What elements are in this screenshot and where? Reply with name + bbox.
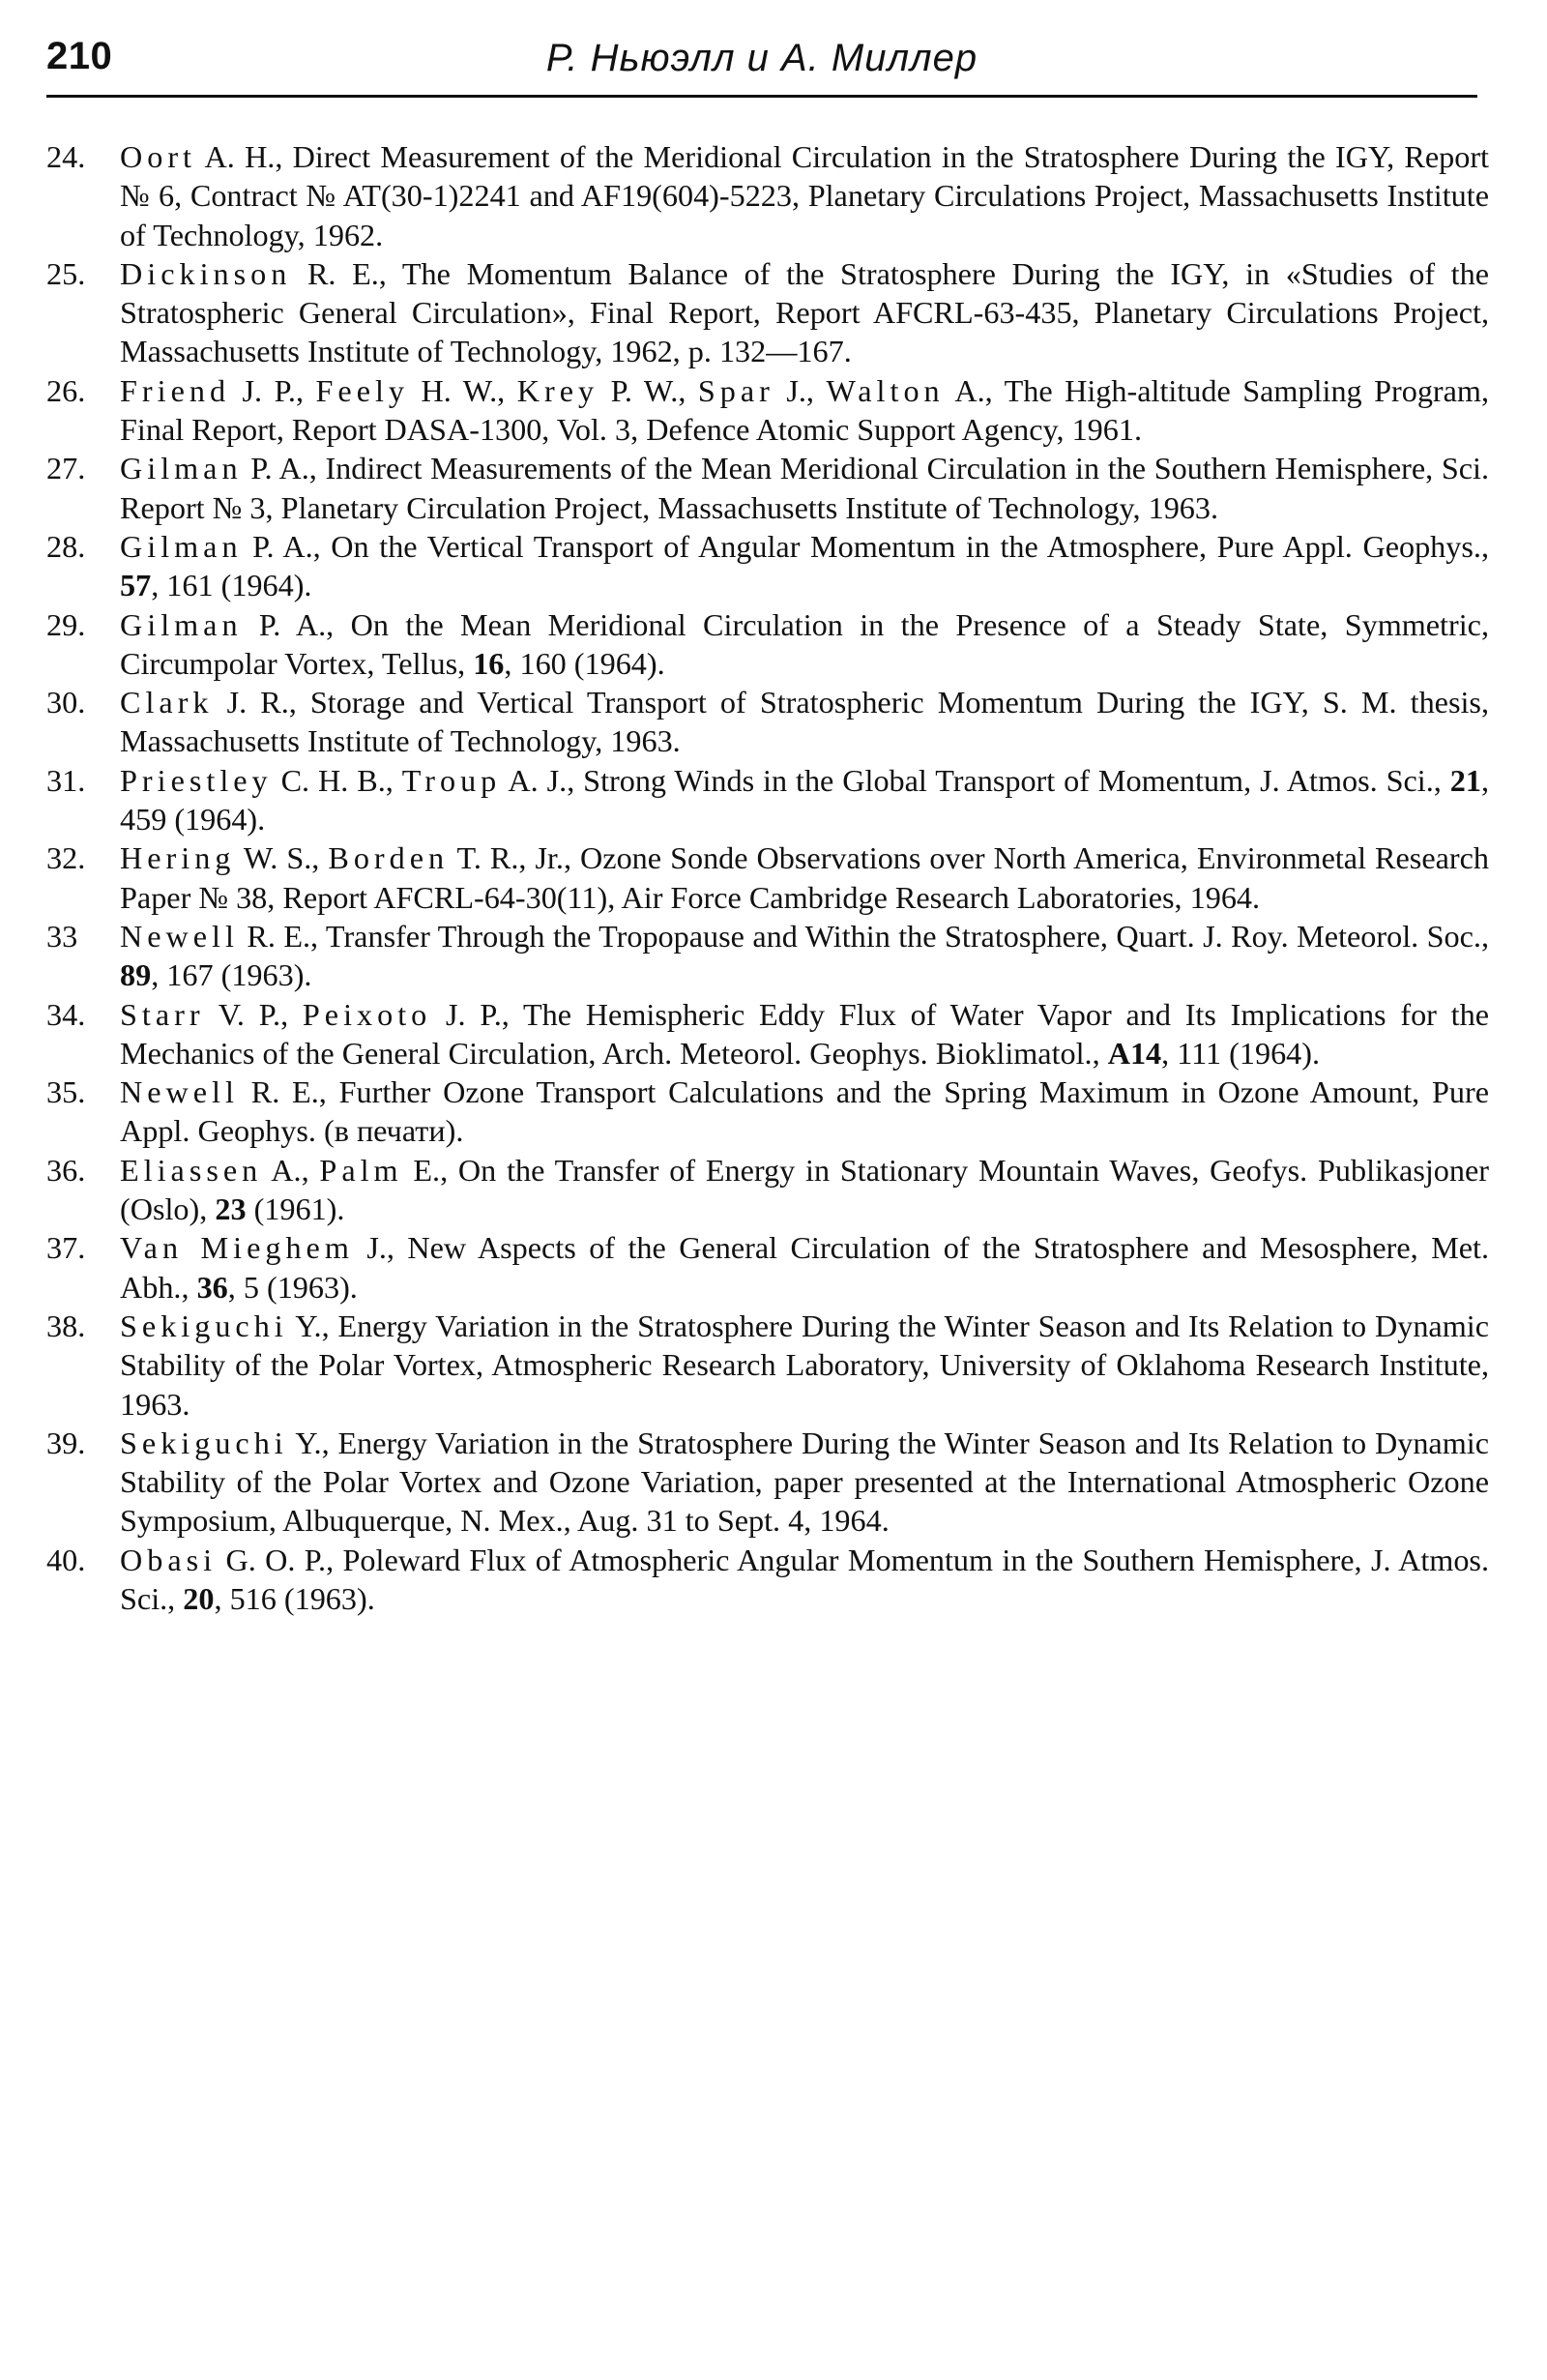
reference-author: Clark <box>120 685 214 720</box>
reference-volume: 36 <box>196 1269 228 1305</box>
reference-author: Borden <box>328 840 450 876</box>
reference-number: 27. <box>46 451 86 486</box>
reference-author: Feely <box>315 372 410 408</box>
reference-volume: 23 <box>215 1191 247 1227</box>
reference-text: G. O. P., Poleward Flux of Atmospheric Angular Momentum in the Southern Hemisphere, J. Atmos. Sci., <box>120 1542 1489 1616</box>
reference-author: Palm <box>319 1152 403 1188</box>
reference-text: C. H. B., <box>272 762 402 798</box>
reference-item <box>46 1228 1489 1307</box>
reference-text: Y., Energy Variation in the Stratosphere During the Winter Season and Its Relation to Dynamic Stability of the Polar Vortex, Atmospheric Research Laboratory, University of Oklahoma Research Institute, 1963. <box>120 1308 1489 1422</box>
reference-author: Priestley <box>120 762 273 798</box>
reference-author: Gilman <box>120 451 243 486</box>
reference-author: Gilman <box>120 528 243 564</box>
reference-number: 32. <box>46 840 86 876</box>
reference-text: Y., Energy Variation in the Stratosphere During the Winter Season and Its Relation to Dynamic Stability of the Polar Vortex and Ozone Variation, paper presented at the International Atmospheric Ozone Symposium, Albuquerque, N. Mex., Aug. 31 to Sept. 4, 1964. <box>120 1425 1489 1539</box>
reference-number: 34. <box>46 996 86 1032</box>
reference-item <box>46 1541 1489 1619</box>
reference-text: , 167 (1963). <box>151 957 312 993</box>
reference-number: 35. <box>46 1074 86 1110</box>
reference-author: Dickinson <box>120 255 292 291</box>
reference-number: 38. <box>46 1308 86 1343</box>
reference-item <box>46 838 1489 917</box>
reference-volume: 21 <box>1449 762 1481 798</box>
reference-author: Gilman <box>120 606 243 642</box>
reference-text: R. E., Further Ozone Transport Calculations and the Spring Maximum in Ozone Amount, Pure Appl. Geophys. (в печати). <box>120 1074 1489 1149</box>
reference-item <box>46 605 1489 684</box>
reference-number: 33 <box>46 918 78 954</box>
reference-author: Obasi <box>120 1542 218 1577</box>
reference-text: , 5 (1963). <box>227 1269 358 1305</box>
reference-text: P. W., <box>598 372 698 408</box>
reference-author: Eliassen <box>120 1152 263 1188</box>
reference-author: Sekiguchi <box>120 1308 288 1343</box>
reference-number: 25. <box>46 255 86 291</box>
reference-text: J. R., Storage and Vertical Transport of Stratospheric Momentum During the IGY, S. M. thesis, Massachusetts Institute of Technology, 1963. <box>120 685 1489 759</box>
reference-text: P. A., On the Mean Meridional Circulation in the Presence of a Steady State, Symmetric, Circumpolar Vortex, Tellus, <box>120 606 1489 681</box>
reference-author: Peixoto <box>302 996 432 1032</box>
reference-author: Van Mieghem <box>120 1230 354 1266</box>
reference-number: 24. <box>46 139 86 174</box>
reference-text: T. R., Jr., Ozone Sonde Observations over North America, Environmetal Research Paper № 38, Report AFCRL-64-30(11), Air Force Cambridge Research Laboratories, 1964. <box>120 840 1490 915</box>
reference-number: 30. <box>46 685 86 720</box>
reference-text: A., <box>262 1152 320 1188</box>
reference-text: J. P., The Hemispheric Eddy Flux of Water Vapor and Its Implications for the Mechanics of the General Circulation, Arch. Meteorol. Geophys. Bioklimatol., <box>120 996 1489 1071</box>
reference-text: H. W., <box>409 372 517 408</box>
reference-text: V. P., <box>204 996 303 1032</box>
reference-text: P. A., Indirect Measurements of the Mean Meridional Circulation in the Southern Hemisphere, Sci. Report № 3, Planetary Circulation Project, Massachusetts Institute of Technology, 1963. <box>120 451 1489 525</box>
reference-number: 31. <box>46 762 86 798</box>
reference-text: , 459 (1964). <box>120 762 1489 837</box>
reference-item <box>46 995 1489 1073</box>
reference-volume: 20 <box>183 1580 215 1616</box>
reference-item <box>46 449 1489 527</box>
reference-volume: 16 <box>473 645 505 681</box>
reference-item <box>46 1307 1489 1424</box>
reference-text: P. A., On the Vertical Transport of Angular Momentum in the Atmosphere, Pure Appl. Geophys., <box>242 528 1489 564</box>
reference-author: Hering <box>120 840 236 876</box>
reference-number: 36. <box>46 1152 86 1188</box>
reference-item <box>46 1151 1489 1229</box>
reference-item <box>46 683 1489 761</box>
reference-author: Troup <box>401 762 502 798</box>
reference-author: Friend <box>120 372 231 408</box>
reference-volume: 57 <box>120 568 152 603</box>
reference-number: 26. <box>46 372 86 408</box>
reference-text: , 516 (1963). <box>214 1580 375 1616</box>
reference-text: A. J., Strong Winds in the Global Transport of Momentum, J. Atmos. Sci., <box>501 762 1450 798</box>
reference-text: J., New Aspects of the General Circulation of the Stratosphere and Mesosphere, Met. Abh., <box>120 1230 1489 1305</box>
reference-author: Newell <box>120 918 239 954</box>
reference-author: Oort <box>120 139 196 174</box>
reference-number: 40. <box>46 1542 86 1577</box>
page-header <box>46 27 1477 95</box>
reference-author: Newell <box>120 1074 239 1110</box>
reference-item <box>46 761 1489 839</box>
reference-text: A. H., Direct Measurement of the Meridional Circulation in the Stratosphere During the IGY, Report № 6, Contract № AT(30-1)2241 and AF19(604)-5223, Planetary Circulations Project, Massachusetts Institute of Technology, 1962. <box>120 139 1489 252</box>
reference-text: J. P., <box>230 372 316 408</box>
reference-number: 28. <box>46 528 86 564</box>
reference-item <box>46 137 1489 254</box>
reference-text: W. S., <box>235 840 329 876</box>
reference-volume: A14 <box>1107 1035 1162 1071</box>
reference-text: (1961). <box>246 1191 345 1227</box>
reference-text: , 161 (1964). <box>151 568 312 603</box>
reference-volume: 89 <box>120 957 152 993</box>
reference-item <box>46 371 1489 450</box>
reference-author: Krey <box>516 372 599 408</box>
reference-text: A., The High-altitude Sampling Program, Final Report, Report DASA-1300, Vol. 3, Defence Atomic Support Agency, 1961. <box>120 372 1490 448</box>
reference-author: Sekiguchi <box>120 1425 288 1460</box>
reference-item <box>46 917 1489 995</box>
reference-author: Starr <box>120 996 205 1032</box>
reference-author: Spar <box>697 372 774 408</box>
reference-text: J., <box>774 372 827 408</box>
reference-number: 39. <box>46 1425 86 1460</box>
running-head: Р. Ньюэлл и А. Миллер <box>545 37 978 79</box>
reference-number: 29. <box>46 606 86 642</box>
reference-text: , 111 (1964). <box>1161 1035 1321 1071</box>
header-rule <box>46 95 1477 98</box>
reference-item <box>46 1424 1489 1541</box>
page-number: 210 <box>46 35 113 77</box>
reference-text: , 160 (1964). <box>504 645 665 681</box>
reference-item <box>46 254 1489 371</box>
reference-text: R. E., Transfer Through the Tropopause and Within the Stratosphere, Quart. J. Roy. Meteorol. Soc., <box>238 918 1489 954</box>
reference-list <box>46 137 1489 1618</box>
reference-item <box>46 527 1489 605</box>
reference-text: R. E., The Momentum Balance of the Stratosphere During the IGY, in «Studies of the Stratospheric General Circulation», Final Report, Report AFCRL-63-435, Planetary Circulations Project, Massachusetts Institute of Technology, 1962, p. 132—167. <box>120 255 1489 369</box>
reference-number: 37. <box>46 1230 86 1266</box>
reference-author: Walton <box>826 372 945 408</box>
reference-item <box>46 1072 1489 1151</box>
reference-text: E., On the Transfer of Energy in Stationary Mountain Waves, Geofys. Publikasjoner (Oslo), <box>120 1152 1489 1227</box>
